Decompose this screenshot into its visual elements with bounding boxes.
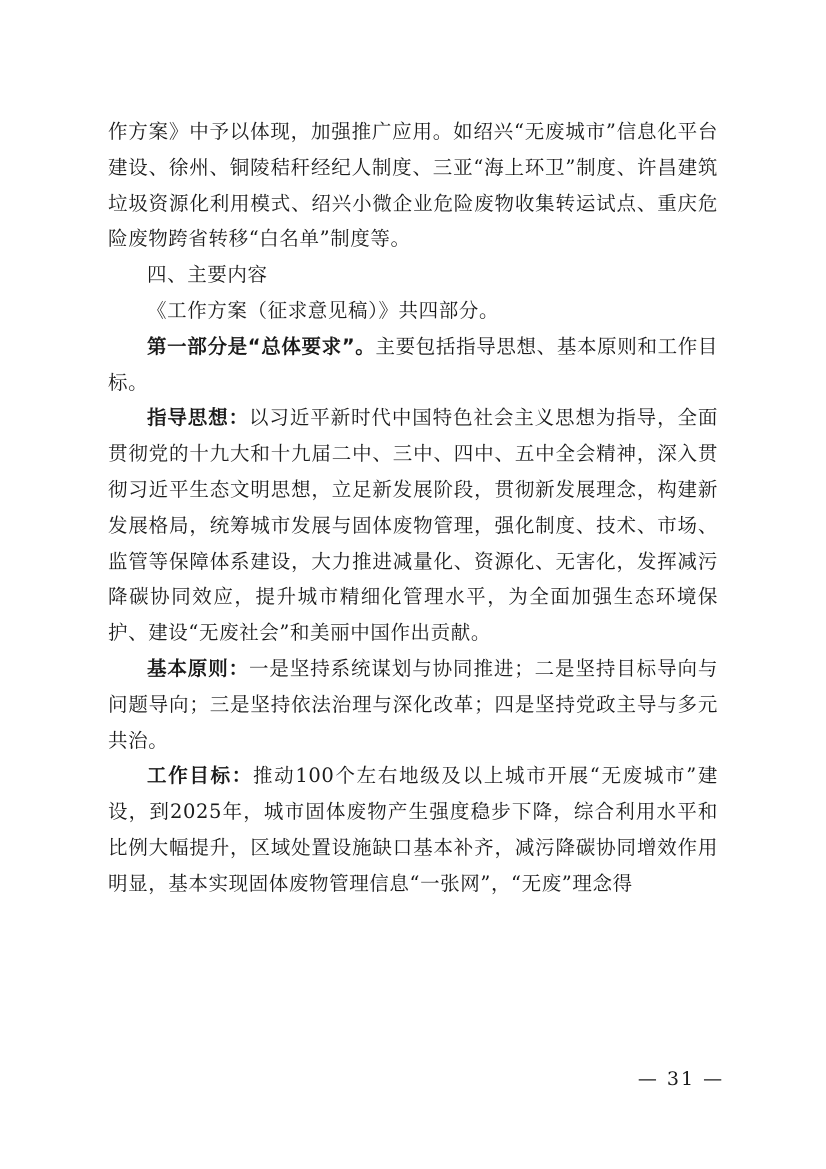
paragraph-continuation: 作方案》中予以体现，加强推广应用。如绍兴“无废城市”信息化平台建设、徐州、铜陵秸秆经纪人制度、三亚“海上环卫”制度、许昌建筑垃圾资源化利用模式、绍兴小微企业危险废物收集转运试点、重庆危险废物跨省转移“白名单”制度等。 — [108, 120, 718, 251]
paragraph-basic-principles — [108, 651, 718, 758]
guiding-ideology-text: 以习近平新时代中国特色社会主义思想为指导，全面贯彻党的十九大和十九届二中、三中、四中、五中全会精神，深入贯彻习近平生态文明思想，立足新发展阶段，贯彻新发展理念，构建新发展格局，统筹城市发展与固体废物管理，强化制度、技术、市场、监管等保障体系建设，大力推进减量化、资源化、无害化，发挥减污降碳协同效应，提升城市精细化管理水平，为全面加强生态环境保护、建设“无废社会”和美丽中国作出贡献。 — [108, 406, 718, 645]
basic-principles-label: 基本原则： — [147, 656, 250, 680]
guiding-ideology-label: 指导思想： — [147, 406, 250, 430]
work-goals-text: 推动100个左右地级及以上城市开展“无废城市”建设，到2025年，城市固体废物产生强度稳步下降，综合利用水平和比例大幅提升，区域处置设施缺口基本补齐，减污降碳协同增效作用明显，基本实现固体废物管理信息“一张网”，“无废”理念得 — [108, 764, 718, 895]
basic-principles-text: 一是坚持系统谋划与协同推进；二是坚持目标导向与问题导向；三是坚持依法治理与深化改革；四是坚持党政主导与多元共治。 — [108, 656, 718, 752]
section-heading-main-content: 四、主要内容 — [147, 263, 268, 287]
page-number: — 31 — — [637, 1068, 725, 1090]
paragraph-work-goals — [108, 758, 718, 901]
part-one-text: 主要包括指导思想、基本原则和工作目标。 — [108, 334, 718, 394]
paragraph-overview: 《工作方案（征求意见稿）》共四部分。 — [147, 298, 500, 322]
part-one-heading: 第一部分是“总体要求”。 — [147, 334, 376, 358]
body-text — [108, 114, 718, 902]
paragraph-guiding-ideology — [108, 400, 718, 651]
work-goals-label: 工作目标： — [147, 764, 253, 788]
paragraph-part-one — [108, 329, 718, 401]
